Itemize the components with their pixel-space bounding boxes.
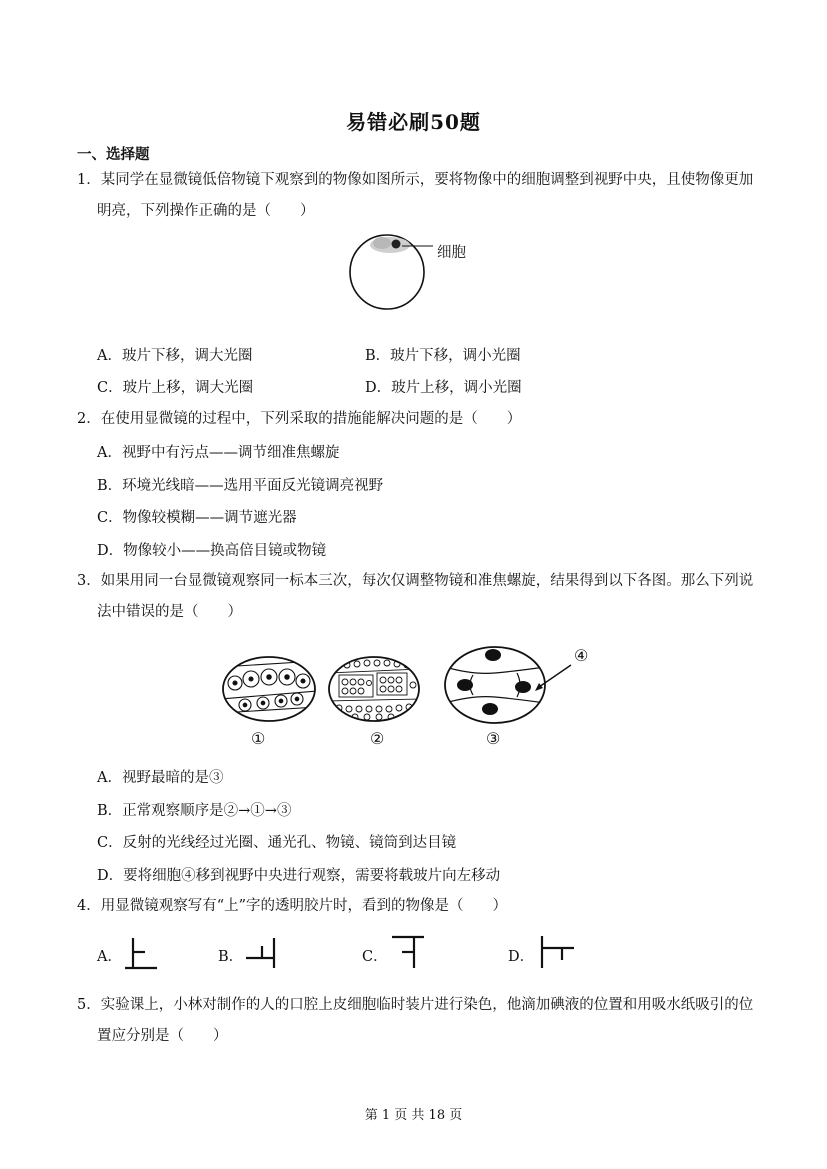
q3-option-b[interactable]: B．正常观察顺序是②→①→③ — [97, 803, 292, 819]
q4-option-d-glyph — [538, 934, 578, 970]
q1-stem-line2: 明亮，下列操作正确的是（ ） — [97, 203, 315, 219]
cell-nucleus — [392, 240, 401, 249]
q4-option-a-glyph — [123, 936, 159, 972]
q3-stem-line2: 法中错误的是（ ） — [97, 604, 242, 620]
q1-option-d[interactable]: D．玻片上移，调小光圈 — [365, 380, 522, 396]
page-footer: 第 1 页 共 18 页 — [364, 1108, 463, 1123]
q4-option-d[interactable]: D． — [508, 949, 535, 965]
q1-cell-label: 细胞 — [437, 245, 466, 261]
q3-figure-2 — [327, 655, 421, 723]
cell-nuclei — [457, 649, 531, 715]
section-heading: 一、选择题 — [77, 146, 150, 163]
q4-stem: 4．用显微镜观察写有“上”字的透明胶片时，看到的物像是（ ） — [77, 898, 508, 914]
q4-option-c-glyph — [390, 934, 426, 970]
q2-option-c[interactable]: C．物像较模糊——调节遮光器 — [97, 510, 297, 526]
q1-option-b[interactable]: B．玻片下移，调小光圈 — [365, 348, 521, 364]
q4-option-b-glyph — [244, 936, 280, 972]
q3-figure-label-2: ② — [370, 729, 385, 748]
q3-stem-line1: 3．如果用同一台显微镜观察同一标本三次，每次仅调整物镜和准焦螺旋，结果得到以下各图。那么下列说 — [77, 573, 754, 589]
q2-option-d[interactable]: D．物像较小——换高倍目镜或物镜 — [97, 543, 327, 559]
q5-stem-line1: 5．实验课上，小林对制作的人的口腔上皮细胞临时装片进行染色，他滴加碘液的位置和用吸水纸吸引的位 — [77, 997, 754, 1013]
q3-figure-label-3: ③ — [486, 729, 501, 748]
q1-stem-line1: 1．某同学在显微镜低倍物镜下观察到的物像如图所示，要将物像中的细胞调整到视野中央，且使物像更加 — [77, 172, 754, 188]
q3-option-c[interactable]: C．反射的光线经过光圈、通光孔、物镜、镜筒到达目镜 — [97, 835, 457, 851]
q3-figure-1 — [221, 655, 317, 723]
q4-option-a[interactable]: A． — [97, 949, 122, 965]
q1-option-c[interactable]: C．玻片上移，调大光圈 — [97, 380, 254, 396]
q5-stem-line2: 置应分别是（ ） — [97, 1028, 228, 1044]
q4-option-c[interactable]: C． — [362, 949, 388, 965]
page-title: 易错必刷50题 — [346, 110, 481, 134]
q2-option-b[interactable]: B．环境光线暗——选用平面反光镜调亮视野 — [97, 478, 384, 494]
q3-figure-label-1: ① — [251, 729, 266, 748]
q3-option-d[interactable]: D．要将细胞④移到视野中央进行观察，需要将载玻片向左移动 — [97, 868, 501, 884]
q3-arrow-label: ④ — [574, 646, 589, 665]
q1-option-a[interactable]: A．玻片下移，调大光圈 — [97, 348, 253, 364]
q3-option-a[interactable]: A．视野最暗的是③ — [97, 770, 224, 786]
q4-option-b[interactable]: B． — [218, 949, 244, 965]
q2-option-a[interactable]: A．视野中有污点——调节细准焦螺旋 — [97, 445, 340, 461]
q2-stem: 2．在使用显微镜的过程中，下列采取的措施能解决问题的是（ ） — [77, 411, 522, 427]
q1-microscope-figure — [340, 230, 490, 315]
